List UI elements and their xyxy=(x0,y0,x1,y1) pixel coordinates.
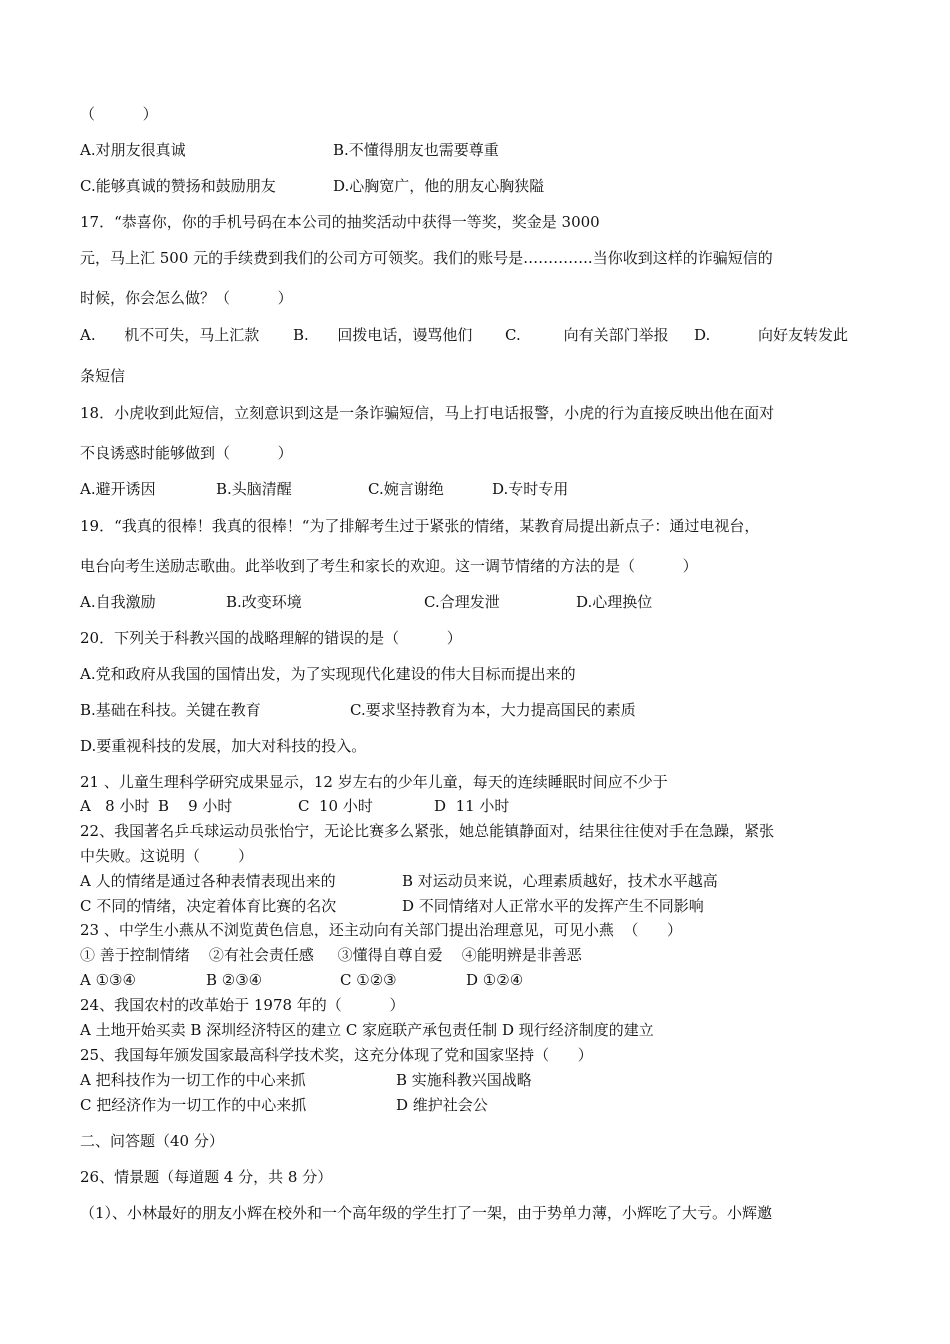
q18-option-b: B.头脑清醒 xyxy=(216,480,292,498)
q25-option-d: D 维护社会公 xyxy=(396,1096,488,1114)
q19-line2: 电台向考生送励志歌曲。此举收到了考生和家长的欢迎。这一调节情绪的方法的是（ ） xyxy=(80,557,698,575)
q19-option-b: B.改变环境 xyxy=(226,593,302,611)
section-title: 二、问答题（40 分） xyxy=(80,1132,224,1150)
q16-options-row1 xyxy=(80,140,870,160)
q21-line1: 21 、儿童生理科学研究成果显示，12 岁左右的少年儿童，每天的连续睡眠时间应不少于 xyxy=(80,773,668,791)
q25-options-row2 xyxy=(80,1095,870,1115)
q17-option-c: C. 向有关部门举报 xyxy=(505,326,669,344)
q21-option-d: D 11 小时 xyxy=(434,797,510,815)
q20-line1: 20．下列关于科教兴国的战略理解的错误的是（ ） xyxy=(80,629,462,647)
q21-option-a: A 8 小时 xyxy=(80,797,150,815)
q17-line5: 条短信 xyxy=(80,367,126,385)
q21-option-c: C 10 小时 xyxy=(298,797,373,815)
q18-option-a: A.避开诱因 xyxy=(80,480,156,498)
q23-option-b: B ②③④ xyxy=(206,971,263,989)
q22-options-row1 xyxy=(80,871,870,891)
q20-option-b: B.基础在科技。关键在教育 xyxy=(80,701,261,719)
q17-line3: 时候，你会怎么做？（ ） xyxy=(80,289,293,307)
q19-option-c: C.合理发泄 xyxy=(424,593,500,611)
q23-option-c: C ①②③ xyxy=(340,971,397,989)
q24-options: A 土地开始买卖 B 深圳经济特区的建立 C 家庭联产承包责任制 D 现行经济制度的建立 xyxy=(80,1021,654,1039)
q25-options-row1 xyxy=(80,1070,870,1090)
q19-option-a: A.自我激励 xyxy=(80,593,156,611)
q25-option-c: C 把经济作为一切工作的中心来抓 xyxy=(80,1096,307,1114)
q16-option-a: A.对朋友很真诚 xyxy=(80,141,186,159)
q21-options xyxy=(80,796,870,816)
q23-options xyxy=(80,970,870,990)
q22-line1: 22、我国著名乒乓球运动员张怡宁，无论比赛多么紧张，她总能镇静面对，结果往往使对手在急躁，紧张 xyxy=(80,822,775,840)
q17-option-a: A. 机不可失，马上汇款 xyxy=(80,326,260,344)
q20-options-bc xyxy=(80,700,870,720)
q20-option-a: A.党和政府从我国的国情出发，为了实现现代化建设的伟大目标而提出来的 xyxy=(80,665,576,683)
q18-option-d: D.专时专用 xyxy=(492,480,569,498)
q25-option-a: A 把科技作为一切工作的中心来抓 xyxy=(80,1071,306,1089)
q18-line1: 18．小虎收到此短信，立刻意识到这是一条诈骗短信，马上打电话报警，小虎的行为直接反映出他在面对 xyxy=(80,404,775,422)
q26-part1: （1）、小林最好的朋友小辉在校外和一个高年级的学生打了一架，由于势单力薄，小辉吃了大亏。小辉邀 xyxy=(80,1204,773,1222)
q16-option-d: D.心胸宽广，他的朋友心胸狭隘 xyxy=(333,177,545,195)
q25-line1: 25、我国每年颁发国家最高科学技术奖，这充分体现了党和国家坚持（ ） xyxy=(80,1046,593,1064)
q22-option-b: B 对运动员来说，心理素质越好，技术水平越高 xyxy=(402,872,718,890)
q16-option-c: C.能够真诚的赞扬和鼓励朋友 xyxy=(80,177,276,195)
q22-option-a: A 人的情绪是通过各种表情表现出来的 xyxy=(80,872,336,890)
q22-option-d: D 不同情绪对人正常水平的发挥产生不同影响 xyxy=(402,897,704,915)
q17-line1: 17．“恭喜你，你的手机号码在本公司的抽奖活动中获得一等奖，奖金是 3000 xyxy=(80,213,600,231)
q17-option-d: D. 向好友转发此 xyxy=(694,326,848,344)
q26-heading: 26、情景题（每道题 4 分，共 8 分） xyxy=(80,1168,333,1186)
q21-option-b: B 9 小时 xyxy=(158,797,233,815)
q20-option-d: D.要重视科技的发展，加大对科技的投入。 xyxy=(80,737,367,755)
q19-option-d: D.心理换位 xyxy=(576,593,653,611)
q17-line2: 元，马上汇 500 元的手续费到我们的公司方可领奖。我们的账号是…………..当你收到这样的诈骗短信的 xyxy=(80,249,773,267)
q23-items: ① 善于控制情绪 ②有社会责任感 ③懂得自尊自爱 ④能明辨是非善恶 xyxy=(80,946,582,964)
q22-options-row2 xyxy=(80,896,870,916)
q18-line2: 不良诱惑时能够做到（ ） xyxy=(80,444,293,462)
q18-option-c: C.婉言谢绝 xyxy=(368,480,444,498)
q19-line1: 19．“我真的很棒！我真的很棒！“为了排解考生过于紧张的情绪，某教育局提出新点子：通过电视台， xyxy=(80,517,760,535)
q16-options-row2 xyxy=(80,176,870,196)
q22-option-c: C 不同的情绪，决定着体育比赛的名次 xyxy=(80,897,337,915)
q25-option-b: B 实施科教兴国战略 xyxy=(396,1071,532,1089)
q16-paren: （ ） xyxy=(80,105,158,123)
q24-line1: 24、我国农村的改革始于 1978 年的（ ） xyxy=(80,996,405,1014)
q23-line1: 23 、中学生小燕从不浏览黄色信息，还主动向有关部门提出治理意见，可见小燕 （ ） xyxy=(80,921,683,939)
q16-option-b: B.不懂得朋友也需要尊重 xyxy=(333,141,499,159)
q23-option-d: D ①②④ xyxy=(466,971,524,989)
q18-options xyxy=(80,479,870,499)
q17-options xyxy=(80,325,870,345)
q17-option-b: B. 回拨电话，谩骂他们 xyxy=(293,326,473,344)
q22-line2: 中失败。这说明（ ） xyxy=(80,847,254,865)
q19-options xyxy=(80,592,870,612)
q20-option-c: C.要求坚持教育为本，大力提高国民的素质 xyxy=(350,701,636,719)
q23-option-a: A ①③④ xyxy=(80,971,136,989)
